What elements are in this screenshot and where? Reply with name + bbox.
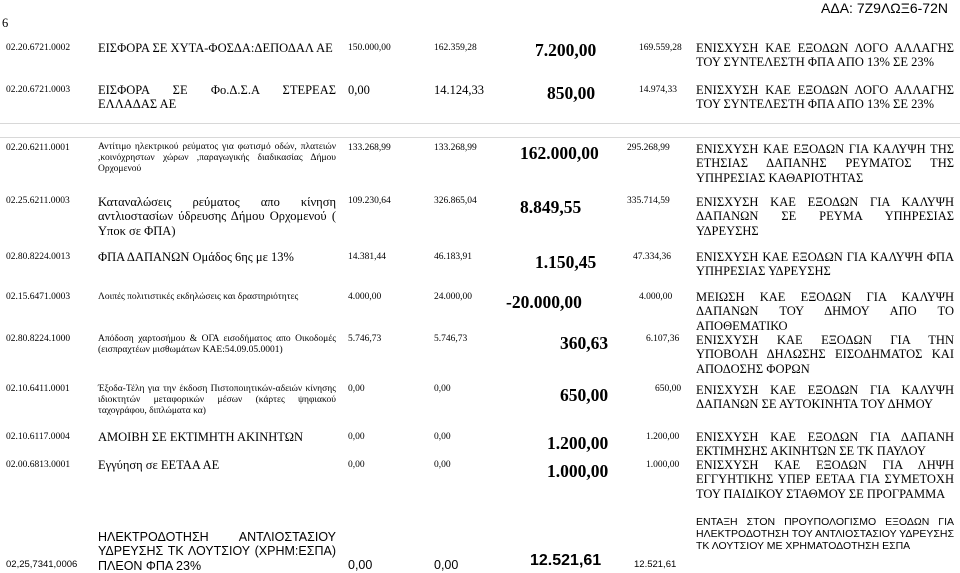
value-new: 6.107,36: [646, 334, 680, 344]
change-amount: 1.000,00: [547, 461, 609, 481]
value-current: 5.746,73: [434, 334, 468, 344]
row-separator: [0, 123, 960, 124]
change-amount: 1.150,45: [535, 252, 597, 272]
justification-note: ΕΝΙΣΧΥΣΗ ΚΑΕ ΕΞΟΔΩΝ ΓΙΑ ΛΗΨΗ ΕΓΓΥΗΤΙΚΗΣ ΥΠΕΡ ΕΕΤΑΑ ΓΙΑ ΣΥΜΕΤΟΧΗ ΤΟΥ ΠΑΙΔΙΚΟΥ ΣΤΑΘΜΟΥ ΣΕ ΠΡΟΓΡΑΜΜΑ: [696, 458, 954, 501]
account-title: Απόδοση χαρτοσήμου & ΟΓΑ εισοδήματος απο Οικοδομές (εισπραχτέων μισθωμάτων ΚΑΕ:54.09.05.0001): [98, 334, 336, 355]
value-current: 326.865,04: [434, 196, 477, 206]
account-title: ΗΛΕΚΤΡΟΔΟΤΗΣΗ ΑΝΤΛΙΟΣΤΑΣΙΟΥ ΥΔΡΕΥΣΗΣ ΤΚ ΛΟΥΤΣΙΟΥ (ΧΡΗΜ:ΕΣΠΑ) ΠΛΕΟΝ ΦΠΑ 23%: [98, 530, 336, 573]
value-initial: 109.230,64: [348, 196, 391, 206]
change-amount: 1.200,00: [547, 433, 609, 453]
justification-note: ΕΝΙΣΧΥΣΗ ΚΑΕ ΕΞΟΔΩΝ ΓΙΑ ΚΑΛΥΨΗ ΦΠΑ ΥΠΗΡΕΣΙΑΣ ΥΔΡΕΥΣΗΣ: [696, 250, 954, 279]
account-title: Έξοδα-Τέλη για την έκδοση Πιστοποιητικών-αδειών κίνησης ιδιοκτητών μεταφορικών μέσων (κάρτες ψηφιακού ταχογράφου, διπλώματα κα): [98, 384, 336, 416]
value-initial: 14.381,44: [348, 252, 386, 262]
justification-note: ΕΝΙΣΧΥΣΗ ΚΑΕ ΕΞΟΔΩΝ ΓΙΑ ΤΗΝ ΥΠΟΒΟΛΗ ΔΗΛΩΣΗΣ ΕΙΣΟΔΗΜΑΤΟΣ ΚΑΙ ΑΠΟΔΟΣΗΣ ΦΟΡΩΝ: [696, 333, 954, 376]
change-amount: 7.200,00: [535, 40, 597, 60]
account-code: 02.80.8224.0013: [6, 252, 71, 262]
justification-note: ΕΝΤΑΞΗ ΣΤΟΝ ΠΡΟΥΠΟΛΟΓΙΣΜΟ ΕΞΟΔΩΝ ΓΙΑ ΗΛΕΚΤΡΟΔΟΤΗΣΗ ΤΟΥ ΑΝΤΛΙΟΣΤΑΣΙΟΥ ΥΔΡΕΥΣΗΣ ΤΚ ΛΟΥΤΣΙΟΥ ΜΕ ΧΡΗΜΑΤΟΔΟΤΗΣΗ ΕΣΠΑ: [696, 516, 954, 553]
justification-note: ΕΝΙΣΧΥΣΗ ΚΑΕ ΕΞΟΔΩΝ ΛΟΓΟ ΑΛΛΑΓΗΣ ΤΟΥ ΣΥΝΤΕΛΕΣΤΗ ΦΠΑ ΑΠΟ 13% ΣΕ 23%: [696, 83, 954, 112]
account-code: 02.20.6721.0003: [6, 85, 71, 95]
value-initial: 0,00: [348, 432, 365, 442]
account-title: ΦΠΑ ΔΑΠΑΝΩΝ Ομάδος 6ης με 13%: [98, 250, 294, 264]
value-current: 0,00: [434, 384, 451, 394]
value-new: 650,00: [655, 384, 682, 394]
account-code: 02.10.6117.0004: [6, 432, 70, 442]
page-number: 6: [2, 16, 9, 30]
value-current: 0,00: [434, 432, 451, 442]
change-amount: 360,63: [560, 333, 609, 353]
account-title: Εγγύηση σε ΕΕΤΑΑ ΑΕ: [98, 458, 220, 472]
value-new: 12.521,61: [634, 559, 677, 570]
account-title: Καταναλώσεις ρεύματος απο κίνηση αντλιοστασίων ύδρευσης Δήμου Ορχομενού ( Υποκ σε ΦΠΑ): [98, 195, 336, 238]
value-current: 14.124,33: [434, 83, 484, 97]
value-new: 47.334,36: [633, 252, 671, 262]
value-initial: 0,00: [348, 460, 365, 470]
value-initial: 133.268,99: [348, 143, 391, 153]
value-initial: 0,00: [348, 83, 370, 97]
justification-note: ΕΝΙΣΧΥΣΗ ΚΑΕ ΕΞΟΔΩΝ ΓΙΑ ΔΑΠΑΝΗ ΕΚΤΙΜΗΣΗΣ ΑΚΙΝΗΤΩΝ ΣΕ ΤΚ ΠΑΥΛΟΥ: [696, 430, 954, 459]
change-amount: 12.521,61: [530, 552, 602, 569]
justification-note: ΕΝΙΣΧΥΣΗ ΚΑΕ ΕΞΟΔΩΝ ΛΟΓΟ ΑΛΛΑΓΗΣ ΤΟΥ ΣΥΝΤΕΛΕΣΤΗ ΦΠΑ ΑΠΟ 13% ΣΕ 23%: [696, 41, 954, 70]
account-code: 02.20.6721.0002: [6, 43, 71, 53]
value-initial: 150.000,00: [348, 43, 391, 53]
value-initial: 5.746,73: [348, 334, 382, 344]
account-title: Αντίτιμο ηλεκτρικού ρεύματος για φωτισμό οδών, πλατειών ,κοινόχρηστων χώρων ,παραγωγικής διαδικασίας Δήμου Ορχομενού: [98, 142, 336, 174]
justification-note: ΕΝΙΣΧΥΣΗ ΚΑΕ ΕΞΟΔΩΝ ΓΙΑ ΚΑΛΥΨΗ ΔΑΠΑΝΩΝ ΣΕ ΑΥΤΟΚΙΝΗΤΑ ΤΟΥ ΔΗΜΟΥ: [696, 383, 954, 412]
account-code: 02.15.6471.0003: [6, 292, 71, 302]
value-initial: 4.000,00: [348, 292, 382, 302]
account-title: Λοιπές πολιτιστικές εκδηλώσεις και δραστηριότητες: [98, 292, 299, 302]
ada-header: ΑΔΑ: 7Ζ9ΛΩΞ6-72Ν: [821, 0, 948, 16]
account-code: 02.25.6211.0003: [6, 196, 70, 206]
change-amount: 650,00: [560, 385, 609, 405]
value-new: 335.714,59: [627, 196, 670, 206]
value-current: 133.268,99: [434, 143, 477, 153]
justification-note: ΕΝΙΣΧΥΣΗ ΚΑΕ ΕΞΟΔΩΝ ΓΙΑ ΚΑΛΥΨΗ ΔΑΠΑΝΩΝ ΣΕ ΡΕΥΜΑ ΥΠΗΡΕΣΙΑΣ ΥΔΡΕΥΣΗΣ: [696, 195, 954, 238]
account-code: 02.20.6211.0001: [6, 143, 70, 153]
value-initial: 0,00: [348, 384, 365, 394]
value-current: 0,00: [434, 558, 459, 572]
value-new: 4.000,00: [639, 292, 673, 302]
account-code: 02.80.8224.1000: [6, 334, 71, 344]
row-separator: [0, 137, 960, 138]
account-code: 02.00.6813.0001: [6, 460, 71, 470]
value-new: 1.000,00: [646, 460, 680, 470]
account-code: 02,25,7341,0006: [6, 559, 78, 570]
change-amount: 162.000,00: [520, 143, 599, 163]
change-amount: -20.000,00: [506, 292, 582, 312]
value-new: 14.974,33: [639, 85, 677, 95]
value-current: 24.000,00: [434, 292, 472, 302]
value-new: 1.200,00: [646, 432, 680, 442]
account-title: ΑΜΟΙΒΗ ΣΕ ΕΚΤΙΜΗΤΗ ΑΚΙΝΗΤΩΝ: [98, 430, 304, 444]
change-amount: 850,00: [547, 83, 596, 103]
account-title: ΕΙΣΦΟΡΑ ΣΕ Φο.Δ.Σ.Α ΣΤΕΡΕΑΣ ΕΛΛΑΔΑΣ ΑΕ: [98, 83, 336, 112]
value-new: 169.559,28: [639, 43, 682, 53]
value-current: 162.359,28: [434, 43, 477, 53]
account-title: ΕΙΣΦΟΡΑ ΣΕ ΧΥΤΑ-ΦΟΣΔΑ:ΔΕΠΟΔΑΛ ΑΕ: [98, 41, 333, 55]
value-new: 295.268,99: [627, 143, 670, 153]
value-initial: 0,00: [348, 558, 373, 572]
justification-note: ΕΝΙΣΧΥΣΗ ΚΑΕ ΕΞΟΔΩΝ ΓΙΑ ΚΑΛΥΨΗ ΤΗΣ ΕΤΗΣΙΑΣ ΔΑΠΑΝΗΣ ΡΕΥΜΑΤΟΣ ΤΗΣ ΥΠΗΡΕΣΙΑΣ ΚΑΘΑΡΙΟΤΗΤΑΣ: [696, 142, 954, 185]
change-amount: 8.849,55: [520, 197, 582, 217]
value-current: 46.183,91: [434, 252, 472, 262]
value-current: 0,00: [434, 460, 451, 470]
justification-note: ΜΕΙΩΣΗ ΚΑΕ ΕΞΟΔΩΝ ΓΙΑ ΚΑΛΥΨΗ ΔΑΠΑΝΩΝ ΤΟΥ ΔΗΜΟΥ ΑΠΟ ΤΟ ΑΠΟΘΕΜΑΤΙΚΟ: [696, 290, 954, 333]
account-code: 02.10.6411.0001: [6, 384, 70, 394]
